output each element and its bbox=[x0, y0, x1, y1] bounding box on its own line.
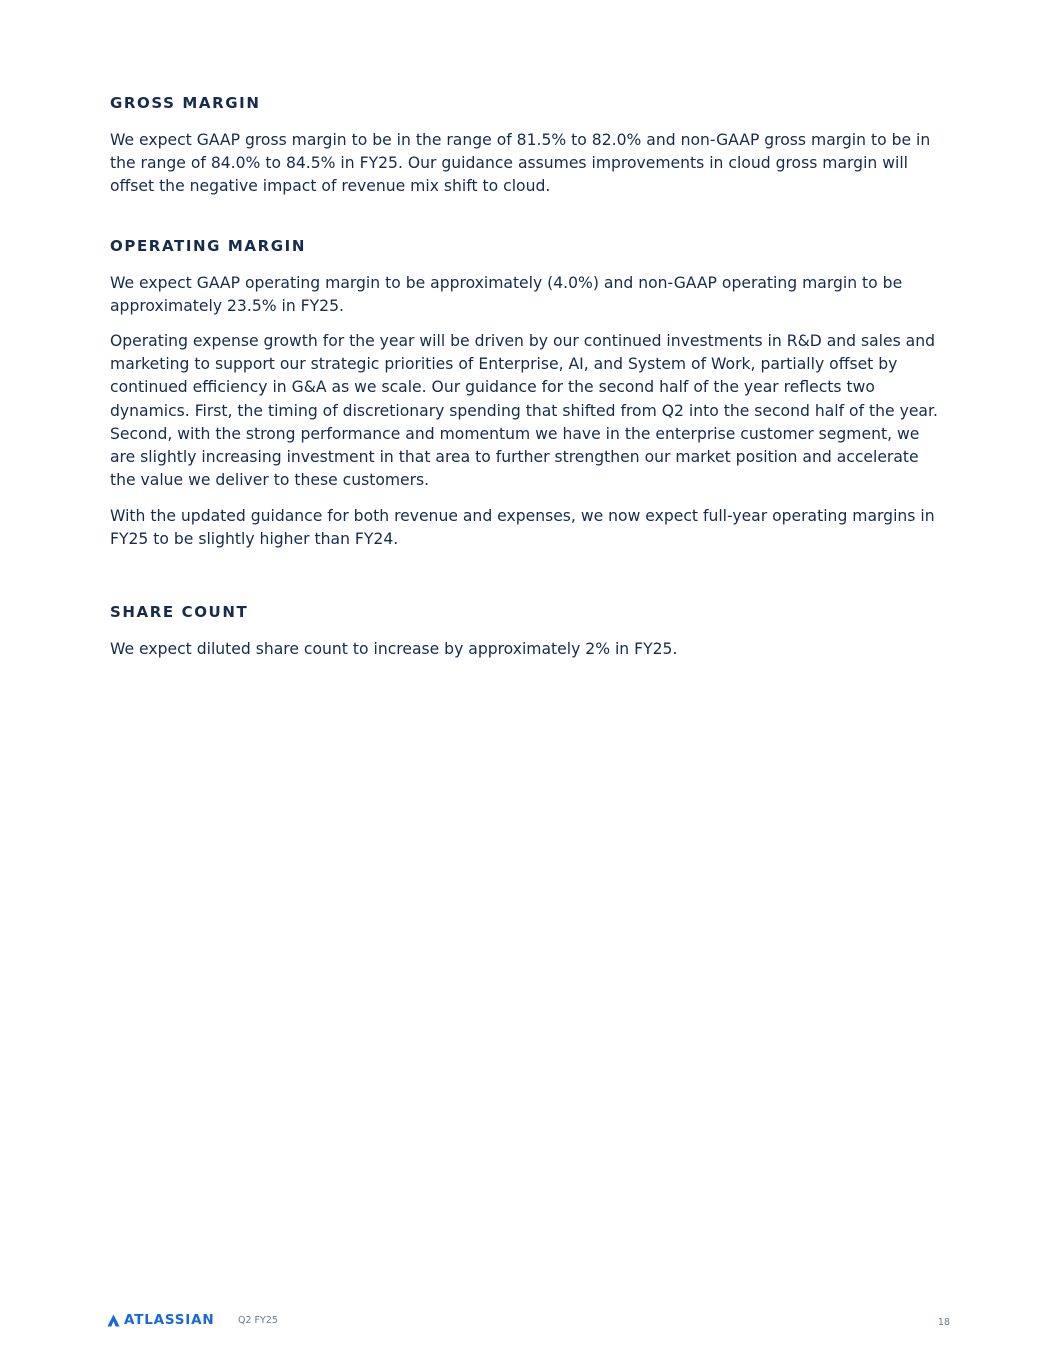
share-count-heading: SHARE COUNT bbox=[110, 603, 249, 621]
gross-margin-heading: GROSS MARGIN bbox=[110, 94, 261, 112]
footer-period: Q2 FY25 bbox=[238, 1315, 278, 1326]
operating-margin-paragraph-1: We expect GAAP operating margin to be approximately (4.0%) and non-GAAP operating margin to be approximately 23.5% in FY25. bbox=[110, 274, 903, 316]
logo-wordmark: ATLASSIAN bbox=[124, 1312, 215, 1328]
operating-margin-paragraph-3: With the updated guidance for both revenue and expenses, we now expect full-year operating margins in FY25 to be slightly higher than FY24. bbox=[110, 507, 935, 549]
operating-margin-heading: OPERATING MARGIN bbox=[110, 237, 307, 255]
atlassian-logo-icon bbox=[107, 1314, 120, 1327]
operating-margin-paragraph-2: Operating expense growth for the year will be driven by our continued investments in R&D and sales and marketing to support our strategic priorities of Enterprise, AI, and System of Work, partially offset by continued efficiency in G&A as we scale. Our guidance for the second half of the year reflects two dynamics. First, the timing of discretionary spending that shifted from Q2 into the second half of the year. Second, with the strong performance and momentum we have in the enterprise customer segment, we are slightly increasing investment in that area to further strengthen our market position and accelerate the value we deliver to these customers. bbox=[110, 332, 938, 490]
atlassian-logo bbox=[107, 1312, 214, 1328]
gross-margin-paragraph: We expect GAAP gross margin to be in the range of 81.5% to 82.0% and non-GAAP gross margin to be in the range of 84.0% to 84.5% in FY25. Our guidance assumes improvements in cloud gross margin will offset the negative impact of revenue mix shift to cloud. bbox=[110, 131, 931, 196]
page-number: 18 bbox=[937, 1317, 950, 1328]
share-count-paragraph: We expect diluted share count to increase by approximately 2% in FY25. bbox=[110, 640, 678, 658]
